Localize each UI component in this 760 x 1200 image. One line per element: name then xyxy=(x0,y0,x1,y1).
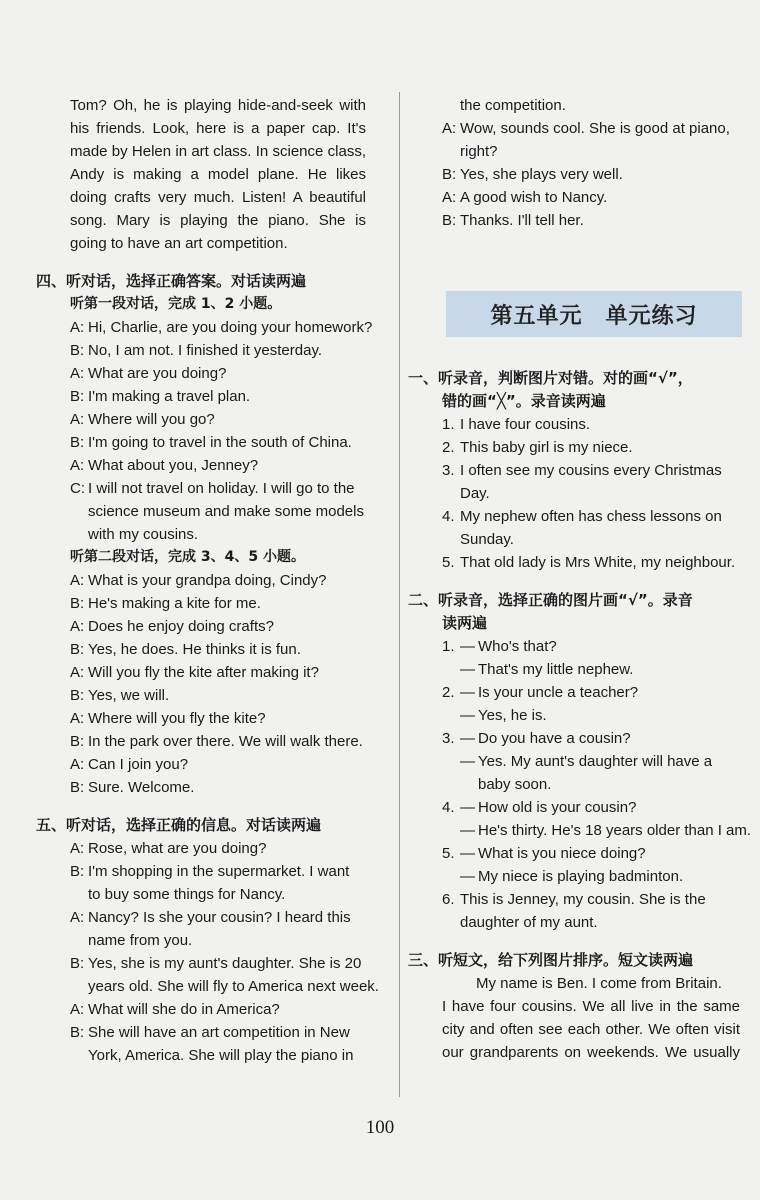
text-span: How old is your cousin? xyxy=(478,799,637,816)
dialog-line xyxy=(36,860,366,883)
dialog-line-cont: York, America. She will play the piano in xyxy=(88,1047,354,1064)
text-span: — xyxy=(460,661,475,678)
text-span: 2. xyxy=(442,684,455,701)
text-span: Yes. My aunt's daughter will have a xyxy=(478,753,713,770)
text-span: 4. xyxy=(442,799,455,816)
passage-line: Tom? Oh, he is playing hide-and-seek with xyxy=(70,97,366,114)
text-span: C: xyxy=(70,480,85,497)
passage-line: I have four cousins. We all live in the same xyxy=(442,998,740,1015)
text-span: B: xyxy=(70,687,85,704)
text-span: B: xyxy=(70,342,85,359)
passage-line: doing crafts very much. Listen! A beautiful xyxy=(70,189,366,206)
dialog-line xyxy=(36,339,366,362)
list-item xyxy=(408,658,740,681)
list-item xyxy=(408,750,740,773)
text-span: Is your uncle a teacher? xyxy=(478,684,639,701)
text-span: B: xyxy=(70,1024,85,1041)
text-span: 5. xyxy=(442,554,455,571)
text-span: — xyxy=(460,799,475,816)
text-span: Who's that? xyxy=(478,638,557,655)
passage-line: Andy is making a model plane. He likes xyxy=(70,166,366,183)
text-span: He's thirty. He's 18 years older than I am. xyxy=(478,822,752,839)
dialog-line xyxy=(36,316,373,339)
dialog-line xyxy=(36,1021,366,1044)
text-span: — xyxy=(460,730,475,747)
dialog-line xyxy=(36,615,366,638)
passage-line: our grandparents on weekends. We usually xyxy=(442,1044,740,1061)
text-span: 3. xyxy=(442,730,455,747)
dialog-line xyxy=(36,385,366,408)
section-2-heading: 二、听录音，选择正确的图片画“√”。录音 xyxy=(408,591,693,609)
list-item xyxy=(408,796,740,819)
dialog-line xyxy=(36,477,366,500)
text-span: Will you fly the kite after making it? xyxy=(88,664,319,681)
section-4-sub-1: 听第一段对话，完成 1、2 小题。 xyxy=(70,296,282,312)
text-span: I often see my cousins every Christmas xyxy=(460,462,722,479)
text-span: — xyxy=(460,868,475,885)
text-span: — xyxy=(460,684,475,701)
dialog-line xyxy=(408,209,740,232)
dialog-line-cont: years old. She will fly to America next week. xyxy=(88,978,379,995)
list-item xyxy=(408,865,740,888)
text-span: A: xyxy=(70,457,85,474)
dialog-line xyxy=(36,753,366,776)
text-span: This is Jenney, my cousin. She is the xyxy=(460,891,706,908)
text-span: A: xyxy=(442,120,457,137)
text-span: Where will you go? xyxy=(88,411,215,428)
text-span: A: xyxy=(70,365,85,382)
list-item xyxy=(408,505,740,528)
text-span: A: xyxy=(70,618,85,635)
text-span: What are you doing? xyxy=(88,365,227,382)
list-item-cont: Day. xyxy=(460,485,490,502)
text-span: A good wish to Nancy. xyxy=(460,189,608,206)
text-span: I'm going to travel in the south of China. xyxy=(88,434,352,451)
text-span: A: xyxy=(70,710,85,727)
column-divider xyxy=(399,92,400,1097)
passage-line: My name is Ben. I come from Britain. xyxy=(476,975,722,992)
left-column xyxy=(36,94,379,1067)
text-span: Where will you fly the kite? xyxy=(88,710,266,727)
dialog-line xyxy=(408,186,740,209)
list-item xyxy=(408,819,752,842)
passage-line: made by Helen in art class. In science class, xyxy=(70,143,366,160)
listening-passage xyxy=(36,94,366,255)
dialog-line xyxy=(36,952,366,975)
text-span: 1. xyxy=(442,416,455,433)
text-span: Thanks. I'll tell her. xyxy=(460,212,584,229)
text-span: Yes, he does. He thinks it is fun. xyxy=(88,641,301,658)
list-item xyxy=(408,551,740,574)
text-span: B: xyxy=(442,166,457,183)
text-span: B: xyxy=(70,779,85,796)
list-item xyxy=(408,635,740,658)
passage-line: his friends. Look, here is a paper cap. It's xyxy=(70,120,366,137)
text-span: 6. xyxy=(442,891,455,908)
dialog-line-cont: name from you. xyxy=(88,932,193,949)
dialog-line xyxy=(36,661,366,684)
text-span: Yes, she plays very well. xyxy=(460,166,623,183)
text-span: I will not travel on holiday. I will go to the xyxy=(88,480,355,497)
section-1-heading: 一、听录音，判断图片对错。对的画“√”， xyxy=(408,369,693,387)
text-span: 4. xyxy=(442,508,455,525)
text-span: B: xyxy=(70,388,85,405)
list-item xyxy=(408,888,740,911)
text-span: B: xyxy=(70,733,85,750)
dialog-line xyxy=(36,707,366,730)
section-1-heading-cont: 错的画“╳”。录音读两遍 xyxy=(442,392,606,410)
text-span: That old lady is Mrs White, my neighbour. xyxy=(460,554,736,571)
text-span: She will have an art competition in New xyxy=(88,1024,350,1041)
dialog-line xyxy=(36,998,366,1021)
text-span: — xyxy=(460,822,475,839)
text-span: B: xyxy=(70,595,85,612)
dialog-line xyxy=(36,906,366,929)
section-2-heading-cont: 读两遍 xyxy=(442,614,488,632)
text-span: Yes, she is my aunt's daughter. She is 20 xyxy=(88,955,362,972)
passage-line: going to have an art competition. xyxy=(70,235,288,252)
text-span: That's my little nephew. xyxy=(478,661,634,678)
dialog-line xyxy=(36,569,366,592)
text-span: My nephew often has chess lessons on xyxy=(460,508,722,525)
text-span: 2. xyxy=(442,439,455,456)
dialog-line xyxy=(408,117,740,140)
dialog-line xyxy=(36,431,366,454)
dialog-line xyxy=(36,730,366,753)
text-span: 1. xyxy=(442,638,455,655)
text-span: A: xyxy=(70,756,85,773)
text-span: What is you niece doing? xyxy=(478,845,646,862)
text-span: Do you have a cousin? xyxy=(478,730,631,747)
dialog-line-cont: science museum and make some models xyxy=(88,503,364,520)
text-span: Yes, we will. xyxy=(88,687,170,704)
dialog-line-cont: with my cousins. xyxy=(88,526,199,543)
text-span: What will she do in America? xyxy=(88,1001,280,1018)
text-span: A: xyxy=(70,572,85,589)
dialog-line xyxy=(36,592,366,615)
section-5-heading: 五、听对话，选择正确的信息。对话读两遍 xyxy=(36,816,322,834)
dialog-line xyxy=(36,776,366,799)
list-item-cont: daughter of my aunt. xyxy=(460,914,598,931)
text-span: A: xyxy=(442,189,457,206)
dialog-line xyxy=(36,638,366,661)
passage-line: city and often see each other. We often visit xyxy=(442,1021,740,1038)
text-span: B: xyxy=(70,641,85,658)
text-span: — xyxy=(460,753,475,770)
text-span: I'm making a travel plan. xyxy=(88,388,251,405)
text-span: A: xyxy=(70,1001,85,1018)
dialog-line xyxy=(36,684,366,707)
text-span: Rose, what are you doing? xyxy=(88,840,267,857)
text-span: A: xyxy=(70,909,85,926)
text-span: What is your grandpa doing, Cindy? xyxy=(88,572,327,589)
list-item xyxy=(408,436,740,459)
section-3-passage xyxy=(408,972,740,1064)
text-span: — xyxy=(460,707,475,724)
dialog-line xyxy=(36,362,366,385)
text-span: This baby girl is my niece. xyxy=(460,439,633,456)
text-span: — xyxy=(460,845,475,862)
text-span: 3. xyxy=(442,462,455,479)
text-span: I have four cousins. xyxy=(460,416,591,433)
dialog-line xyxy=(36,454,366,477)
list-item xyxy=(408,842,740,865)
text-span: A: xyxy=(70,319,85,336)
page-number: 100 xyxy=(365,1117,395,1138)
text-span: A: xyxy=(70,840,85,857)
dialog-line-cont: to buy some things for Nancy. xyxy=(88,886,286,903)
text-span: Hi, Charlie, are you doing your homework? xyxy=(88,319,373,336)
section-3-heading: 三、听短文，给下列图片排序。短文读两遍 xyxy=(408,951,694,969)
text-span: Sure. Welcome. xyxy=(88,779,195,796)
list-item xyxy=(408,704,740,727)
list-item-cont: Sunday. xyxy=(460,531,514,548)
dialog-line-cont: right? xyxy=(460,143,498,160)
text-span: He's making a kite for me. xyxy=(88,595,261,612)
text-span: A: xyxy=(70,664,85,681)
dialog-line xyxy=(408,163,740,186)
dialog-line xyxy=(36,837,366,860)
text-span: In the park over there. We will walk there. xyxy=(88,733,363,750)
text-span: B: xyxy=(70,434,85,451)
list-item xyxy=(408,459,740,482)
unit-title-banner: 第五单元 单元练习 xyxy=(446,291,742,337)
list-item xyxy=(408,681,740,704)
text-span: What about you, Jenney? xyxy=(88,457,259,474)
section-4-sub-2: 听第二段对话，完成 3、4、5 小题。 xyxy=(70,549,305,565)
text-span: My niece is playing badminton. xyxy=(478,868,684,885)
dialog-line-cont: the competition. xyxy=(460,97,566,114)
passage-line: song. Mary is playing the piano. She is xyxy=(70,212,366,229)
text-span: B: xyxy=(442,212,457,229)
text-span: Does he enjoy doing crafts? xyxy=(88,618,274,635)
text-span: 5. xyxy=(442,845,455,862)
text-span: A: xyxy=(70,411,85,428)
section-4-heading: 四、听对话，选择正确答案。对话读两遍 xyxy=(36,272,307,290)
text-span: — xyxy=(460,638,475,655)
text-span: I'm shopping in the supermarket. I want xyxy=(88,863,350,880)
text-span: No, I am not. I finished it yesterday. xyxy=(88,342,322,359)
text-span: Yes, he is. xyxy=(478,707,547,724)
text-span: B: xyxy=(70,863,85,880)
list-item-cont: baby soon. xyxy=(478,776,552,793)
text-span: Nancy? Is she your cousin? I heard this xyxy=(88,909,351,926)
list-item xyxy=(408,727,740,750)
right-column xyxy=(408,94,752,1064)
text-span: Wow, sounds cool. She is good at piano, xyxy=(460,120,730,137)
dialog-line xyxy=(36,408,366,431)
list-item xyxy=(408,413,740,436)
text-span: B: xyxy=(70,955,85,972)
text-span: Can I join you? xyxy=(88,756,189,773)
